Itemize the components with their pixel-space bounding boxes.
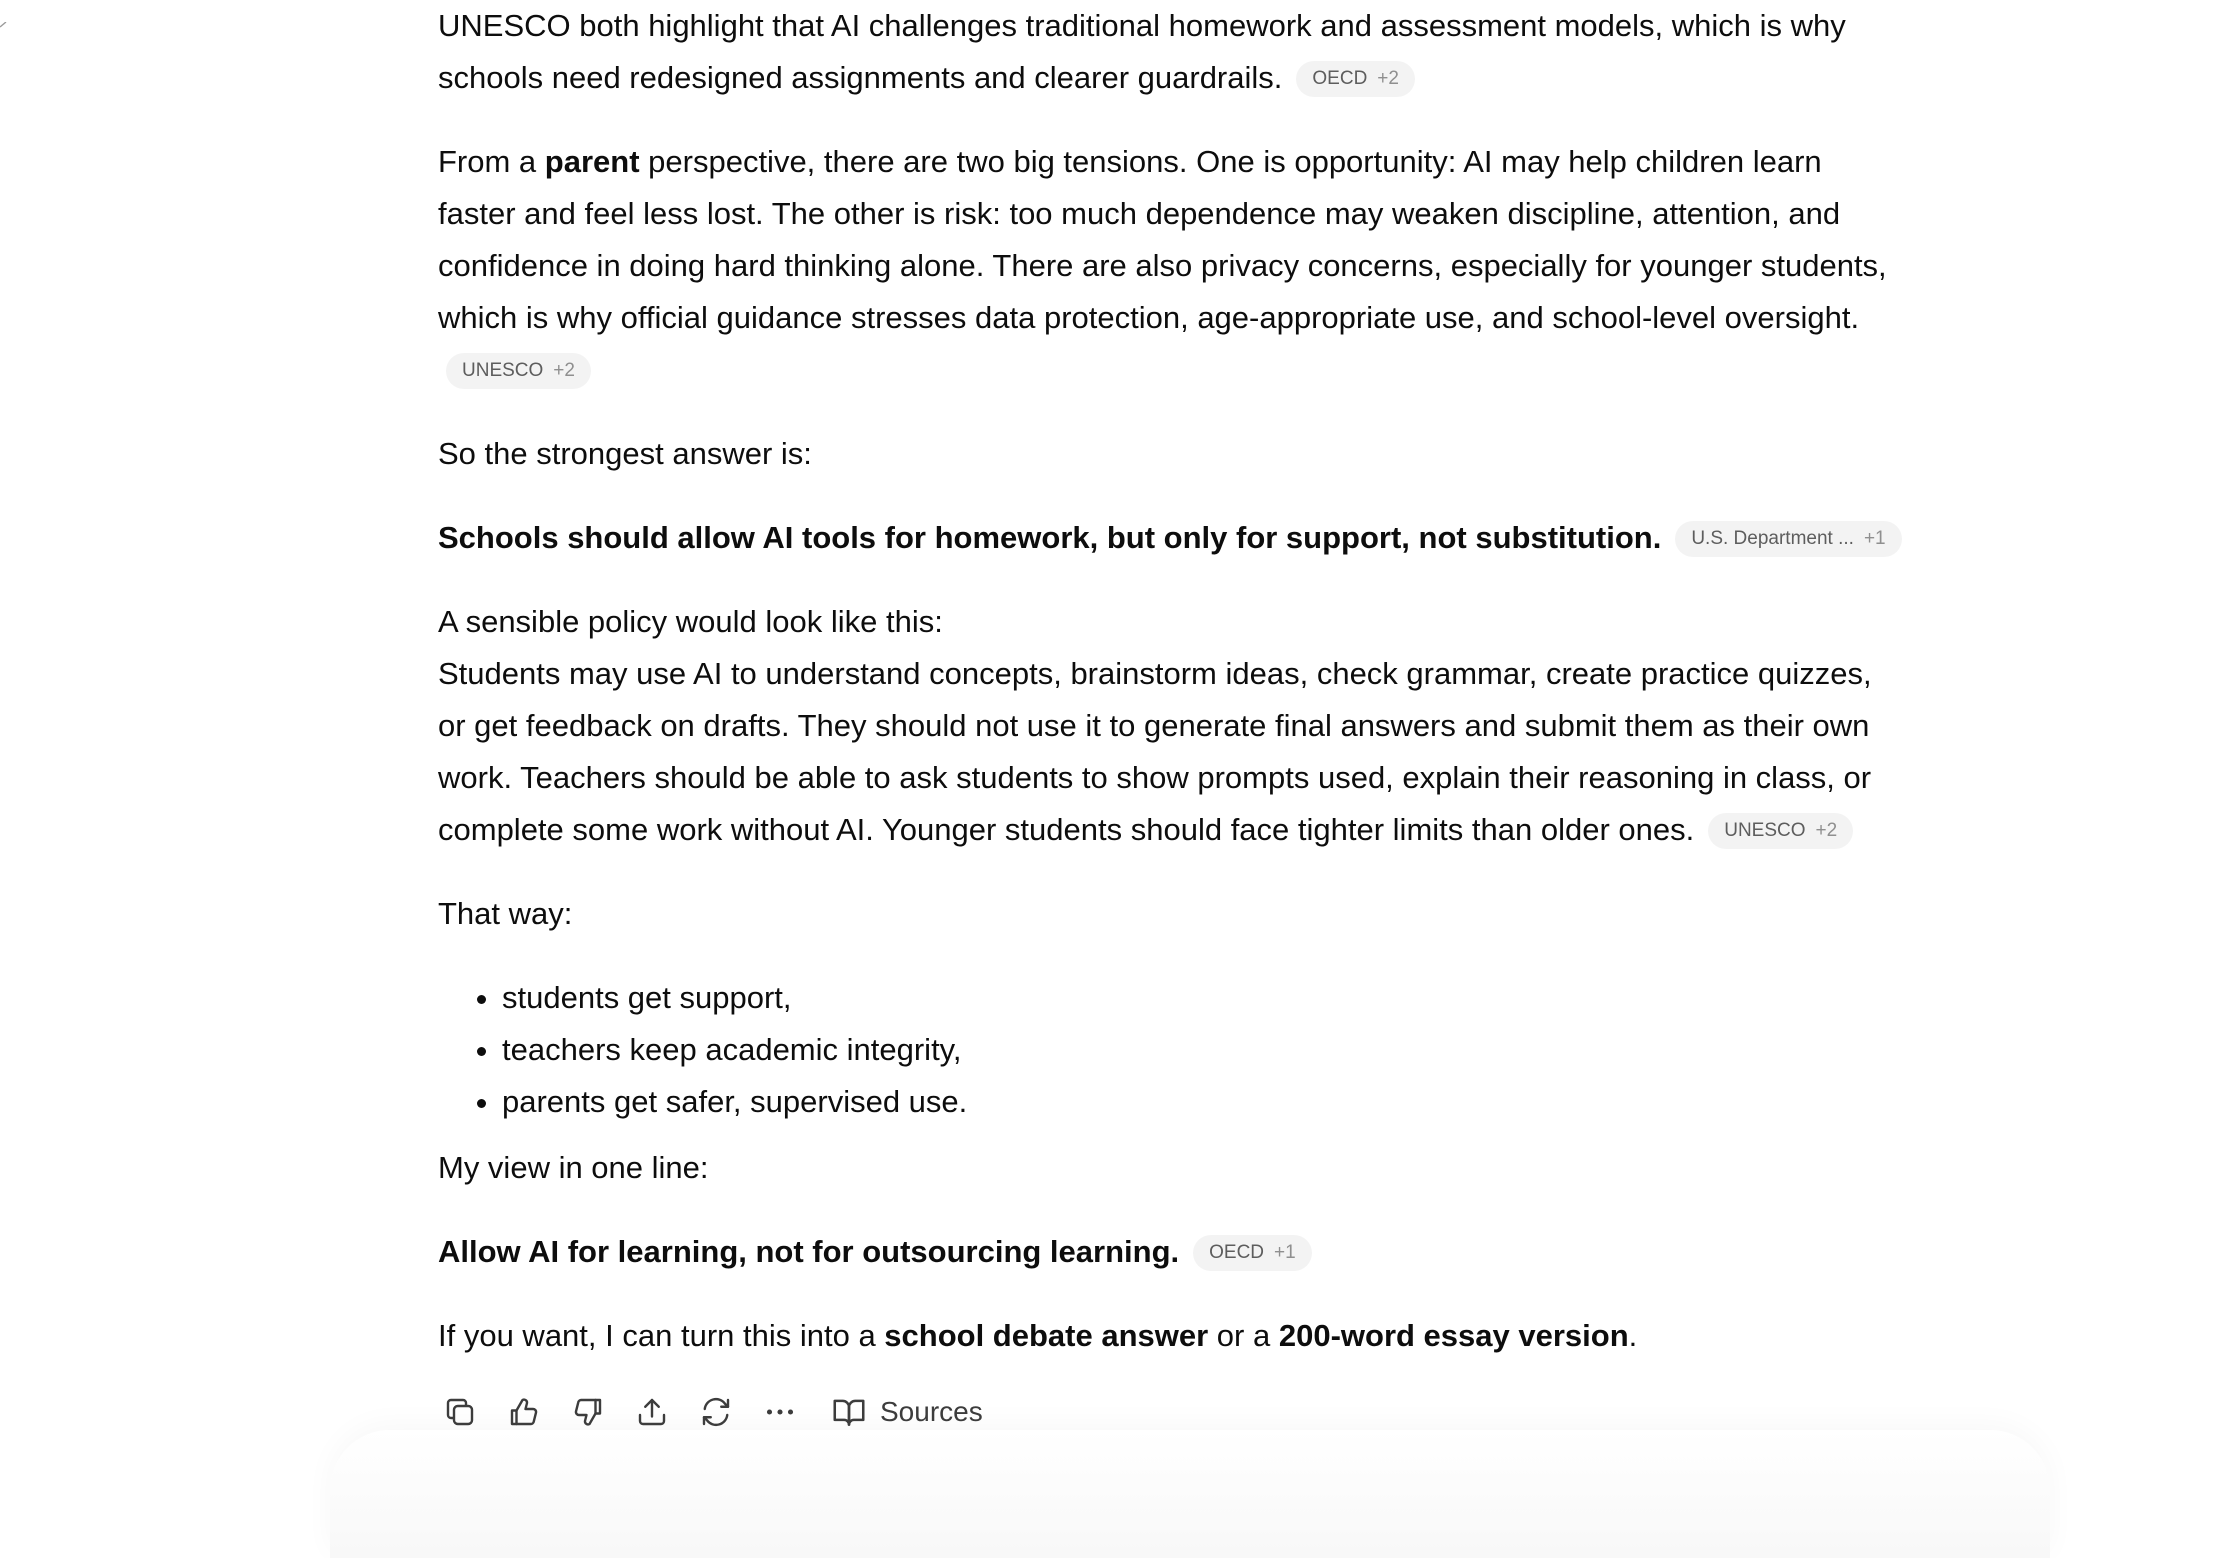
text-span: From a (438, 144, 545, 179)
text-line: confidence in doing hard thinking alone. There are also privacy concerns, especially for younger students, (438, 248, 1887, 283)
list-item: • students get support, (502, 972, 1998, 1024)
bold-text: Allow AI for learning, not for outsourcing learning. (438, 1234, 1180, 1269)
text-line: A sensible policy would look like this: (438, 604, 943, 639)
text-line: work. Teachers should be able to ask students to show prompts used, explain their reasoning in class, or (438, 760, 1872, 795)
text-span: schools need redesigned assignments and clearer guardrails. (438, 60, 1283, 95)
share-button[interactable] (630, 1390, 674, 1434)
list-item: • teachers keep academic integrity, (502, 1024, 1998, 1076)
corner-tick-icon (0, 22, 8, 28)
assistant-message (438, 0, 1998, 1394)
citation-source: OECD (1209, 1242, 1265, 1263)
citation-count: +1 (1863, 528, 1886, 549)
text-span: If you want, I can turn this into a (438, 1318, 885, 1353)
bold-text: 200-word essay version (1278, 1318, 1629, 1353)
text-line: or get feedback on drafts. They should not use it to generate final answers and submit them as their own (438, 708, 1870, 743)
text-line: faster and feel less lost. The other is risk: too much dependence may weaken discipline, attention, and (438, 196, 1841, 231)
sources-label: Sources (880, 1396, 983, 1427)
text-line: which is why official guidance stresses data protection, age-appropriate use, and school-level oversight. (438, 300, 1860, 335)
citation-count: +2 (1815, 820, 1838, 841)
copy-icon (442, 1394, 478, 1430)
text-line: UNESCO both highlight that AI challenges traditional homework and assessment models, which is why (438, 8, 1846, 43)
bold-text: parent (544, 144, 640, 179)
paragraph-offer (438, 1310, 1998, 1362)
book-open-icon (830, 1393, 868, 1431)
text-span: complete some work without AI. Younger students should face tighter limits than older ones. (438, 812, 1695, 847)
paragraph-one-line (438, 1226, 1998, 1278)
message-action-bar (438, 1388, 983, 1436)
citation-source: UNESCO (1724, 820, 1806, 841)
good-response-button[interactable] (502, 1390, 546, 1434)
bullet-list (438, 972, 1998, 1128)
thumbs-up-icon (506, 1394, 542, 1430)
bad-response-button[interactable] (566, 1390, 610, 1434)
text-line (438, 804, 1998, 856)
citation-chip[interactable] (446, 353, 591, 389)
copy-button[interactable] (438, 1390, 482, 1434)
bold-text: school debate answer (884, 1318, 1209, 1353)
list-item: • parents get safer, supervised use. (502, 1076, 1998, 1128)
paragraph-homework (438, 0, 1998, 104)
citation-chip[interactable] (1708, 813, 1853, 849)
text-line (438, 136, 1998, 188)
citation-count: +1 (1274, 1242, 1296, 1263)
more-actions-button[interactable] (758, 1390, 802, 1434)
paragraph-strongest: So the strongest answer is: (438, 436, 812, 471)
text-line (438, 344, 1998, 396)
text-span: or a (1208, 1318, 1279, 1353)
regenerate-button[interactable] (694, 1390, 738, 1434)
citation-chip[interactable] (1193, 1235, 1312, 1271)
bold-text: Schools should allow AI tools for homework, but only for support, not substitution. (438, 520, 1662, 555)
share-icon (634, 1394, 670, 1430)
thumbs-down-icon (570, 1394, 606, 1430)
text-span: perspective, there are two big tensions. One is opportunity: AI may help children learn (639, 144, 1822, 179)
text-line (438, 1226, 1998, 1278)
sources-button[interactable] (830, 1393, 983, 1431)
text-line: Students may use AI to understand concepts, brainstorm ideas, check grammar, create practice quizzes, (438, 656, 1872, 691)
composer-shadow (330, 1430, 2050, 1558)
regenerate-icon (698, 1394, 734, 1430)
citation-source: UNESCO (462, 360, 544, 381)
paragraph-parent (438, 136, 1998, 396)
paragraph-view: My view in one line: (438, 1150, 709, 1185)
citation-count: +2 (1377, 68, 1399, 89)
text-line (438, 52, 1998, 104)
citation-chip[interactable] (1296, 61, 1415, 97)
citation-source: OECD (1312, 68, 1368, 89)
paragraph-answer (438, 512, 1998, 564)
citation-source: U.S. Department ... (1691, 528, 1854, 549)
text-line (438, 1310, 1998, 1362)
citation-chip[interactable] (1675, 521, 1901, 557)
paragraph-policy (438, 596, 1998, 856)
more-icon (762, 1394, 798, 1430)
text-line (438, 512, 1998, 564)
citation-count: +2 (553, 360, 575, 381)
text-span: . (1628, 1318, 1638, 1353)
paragraph-that-way: That way: (438, 896, 573, 931)
